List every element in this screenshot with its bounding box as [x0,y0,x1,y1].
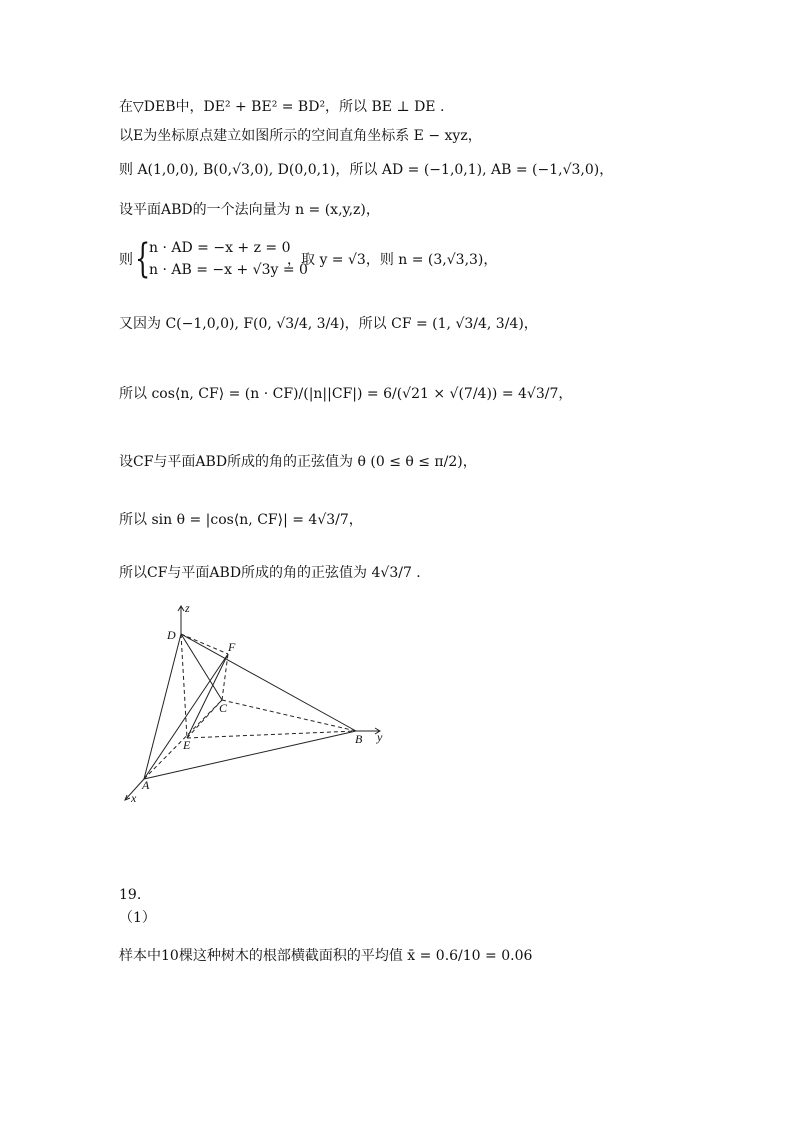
solution-line-6: 又因为 C(−1,0,0), F(0, √3/4, 3/4)，所以 CF = (1, √3/4, 3/4)， [119,316,538,332]
edge-DC [181,634,222,700]
label-x: x [131,791,137,805]
solution-line-3: 则 A(1,0,0), B(0,√3,0), D(0,0,1)，所以 AD = (−1,0,1), AB = (−1,√3,0)， [119,162,614,178]
edge-DF [181,634,228,654]
edge-AB [144,731,356,779]
solution-line-4: 设平面ABD的一个法向量为 n = (x,y,z)， [119,202,380,218]
solution-line-10: 所以CF与平面ABD所成的角的正弦值为 4√3/7 . [119,565,421,581]
solution-line-7: 所以 cos⟨n, CF⟩ = (n · CF)/(|n||CF|) = 6/(√21 × √(7/4)) = 4√3/7， [119,386,573,402]
label-y: y [377,730,383,744]
label-F: F [228,640,236,654]
label-A: A [142,778,150,792]
edge-EC [187,700,222,738]
tetrahedron-figure [110,598,400,810]
question-19-answer: 样本中10棵这种树木的根部横截面积的平均值 x̄ = 0.6/10 = 0.06 [119,948,533,964]
solution-line-2: 以E为坐标原点建立如图所示的空间直角坐标系 E − xyz， [119,128,482,144]
solution-line-1: 在▽DEB中，DE² + BE² = BD²，所以 BE ⊥ DE . [119,99,445,115]
equation-2: n · AB = −x + √3y = 0 [149,262,308,278]
label-z: z [185,601,190,615]
question-number: 19. [119,887,142,903]
equation-1: n · AD = −x + z = 0 [149,240,291,256]
solution-line-8: 设CF与平面ABD所成的角的正弦值为 θ (0 ≤ θ ≤ π/2)， [119,454,477,470]
edge-EF [187,654,228,738]
edge-AF [144,654,228,779]
label-C: C [219,701,228,715]
solution-line-9: 所以 sin θ = |cos⟨n, CF⟩| = 4√3/7， [119,512,363,528]
label-E: E [183,738,191,752]
part-label: （1） [119,910,156,926]
edge-CB [222,700,356,731]
label-B: B [355,732,363,746]
label-D: D [167,628,176,642]
left-brace: { [135,236,151,282]
edge-DA [144,634,181,779]
